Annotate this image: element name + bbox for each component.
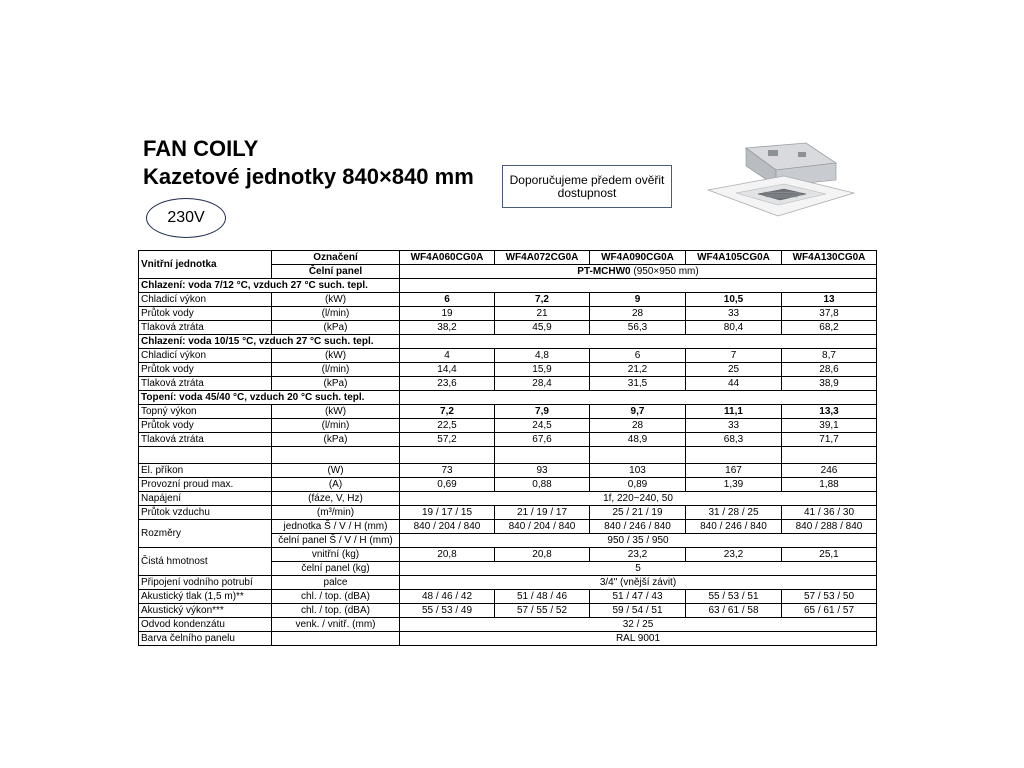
row-unit: venk. / vnitř. (mm) <box>272 618 400 632</box>
cell-value: 44 <box>686 377 782 391</box>
label-oznaceni: Označení <box>272 251 400 265</box>
row-unit: (kPa) <box>272 433 400 447</box>
cell-value: 45,9 <box>495 321 590 335</box>
table-row <box>139 251 877 265</box>
cell-value: 25 <box>686 363 782 377</box>
cell-value: 73 <box>400 464 495 478</box>
model-header: WF4A072CG0A <box>495 251 590 265</box>
cell-value: 51 / 47 / 43 <box>590 590 686 604</box>
table-row <box>139 419 877 433</box>
table-row <box>139 548 877 562</box>
row-name: Odvod kondenzátu <box>139 618 272 632</box>
page-title: FAN COILY <box>143 136 259 161</box>
row-unit: chl. / top. (dBA) <box>272 604 400 618</box>
cassette-unit-image <box>706 138 856 228</box>
voltage-badge: 230V <box>146 198 226 238</box>
cell-value: 1,88 <box>782 478 877 492</box>
row-unit: (l/min) <box>272 307 400 321</box>
cell-value: 4 <box>400 349 495 363</box>
cell-value: 21 <box>495 307 590 321</box>
table-row <box>139 464 877 478</box>
row-name: El. příkon <box>139 464 272 478</box>
row-unit: (kPa) <box>272 377 400 391</box>
cell-value: 13,3 <box>782 405 877 419</box>
cell-value: 0,88 <box>495 478 590 492</box>
cell-value: 23,2 <box>686 548 782 562</box>
cell-value: 28,6 <box>782 363 877 377</box>
cell-value: 24,5 <box>495 419 590 433</box>
table-row <box>139 405 877 419</box>
cell-value: 0,69 <box>400 478 495 492</box>
cell-value: 68,3 <box>686 433 782 447</box>
row-unit: (kW) <box>272 405 400 419</box>
row-unit: (l/min) <box>272 419 400 433</box>
cell-value: 7,9 <box>495 405 590 419</box>
cell-value: 41 / 36 / 30 <box>782 506 877 520</box>
table-row <box>139 349 877 363</box>
row-name: Topný výkon <box>139 405 272 419</box>
table-row <box>139 377 877 391</box>
row-unit <box>272 632 400 646</box>
cell-value: 950 / 35 / 950 <box>400 534 877 548</box>
cell-value: 103 <box>590 464 686 478</box>
row-unit: jednotka Š / V / H (mm) <box>272 520 400 534</box>
cell-value: 1f, 220~240, 50 <box>400 492 877 506</box>
cell-value: 23,2 <box>590 548 686 562</box>
row-unit: (kW) <box>272 293 400 307</box>
row-name: Chladicí výkon <box>139 293 272 307</box>
cell-value: 28 <box>590 419 686 433</box>
cell-value: 21 / 19 / 17 <box>495 506 590 520</box>
row-unit: čelní panel (kg) <box>272 562 400 576</box>
table-row <box>139 506 877 520</box>
cell-value: 57 / 53 / 50 <box>782 590 877 604</box>
cell-value: 93 <box>495 464 590 478</box>
cell-value: 11,1 <box>686 405 782 419</box>
row-name: Chladicí výkon <box>139 349 272 363</box>
panel-size: (950×950 mm) <box>630 265 699 277</box>
cell-value: 55 / 53 / 51 <box>686 590 782 604</box>
section-title: Topení: voda 45/40 °C, vzduch 20 °C such. tepl. <box>139 391 400 405</box>
cell-value: 28,4 <box>495 377 590 391</box>
cell-value: 55 / 53 / 49 <box>400 604 495 618</box>
cell-value: 5 <box>400 562 877 576</box>
cell-value: 32 / 25 <box>400 618 877 632</box>
table-row <box>139 590 877 604</box>
row-name: Tlaková ztráta <box>139 377 272 391</box>
cell-value: 33 <box>686 419 782 433</box>
row-name: Tlaková ztráta <box>139 433 272 447</box>
table-row <box>139 492 877 506</box>
cell-value: 167 <box>686 464 782 478</box>
cell-value: 7,2 <box>495 293 590 307</box>
cell-value: 6 <box>590 349 686 363</box>
cell-value: 37,8 <box>782 307 877 321</box>
row-unit: (m³/min) <box>272 506 400 520</box>
model-header: WF4A060CG0A <box>400 251 495 265</box>
cell-value: 14,4 <box>400 363 495 377</box>
page-subtitle: Kazetové jednotky 840×840 mm <box>143 164 474 189</box>
cell-value: 0,89 <box>590 478 686 492</box>
cell-value: 8,7 <box>782 349 877 363</box>
cell-value: 31 / 28 / 25 <box>686 506 782 520</box>
table-row <box>139 478 877 492</box>
cell-value: 840 / 204 / 840 <box>400 520 495 534</box>
availability-notice: Doporučujeme předem ověřit dostupnost <box>502 165 672 208</box>
cell-value: 25,1 <box>782 548 877 562</box>
cell-value: 22,5 <box>400 419 495 433</box>
spec-table <box>138 250 877 646</box>
row-unit: (l/min) <box>272 363 400 377</box>
cell-value: 3/4" (vnější závit) <box>400 576 877 590</box>
table-row <box>139 321 877 335</box>
row-unit: (kPa) <box>272 321 400 335</box>
cell-value: 68,2 <box>782 321 877 335</box>
cell-value: 59 / 54 / 51 <box>590 604 686 618</box>
cell-value: 33 <box>686 307 782 321</box>
cell-value: 7 <box>686 349 782 363</box>
label-celni-panel: Čelní panel <box>272 265 400 279</box>
row-unit: chl. / top. (dBA) <box>272 590 400 604</box>
cell-value: 19 / 17 / 15 <box>400 506 495 520</box>
cell-value: 840 / 288 / 840 <box>782 520 877 534</box>
row-unit: čelní panel Š / V / H (mm) <box>272 534 400 548</box>
cell-value: 63 / 61 / 58 <box>686 604 782 618</box>
row-name: Rozměry <box>139 520 272 548</box>
cell-value: 21,2 <box>590 363 686 377</box>
cell-value: 23,6 <box>400 377 495 391</box>
section-header-row <box>139 391 877 405</box>
cell-value: 840 / 246 / 840 <box>686 520 782 534</box>
cell-value: 10,5 <box>686 293 782 307</box>
cell-value: 13 <box>782 293 877 307</box>
cell-value: 38,9 <box>782 377 877 391</box>
table-row <box>139 307 877 321</box>
cell-value: 19 <box>400 307 495 321</box>
cell-value: 48 / 46 / 42 <box>400 590 495 604</box>
row-name: Barva čelního panelu <box>139 632 272 646</box>
cell-value: 57,2 <box>400 433 495 447</box>
cell-value: 840 / 204 / 840 <box>495 520 590 534</box>
table-row <box>139 293 877 307</box>
table-row <box>139 363 877 377</box>
section-header-row <box>139 335 877 349</box>
cell-value: 56,3 <box>590 321 686 335</box>
section-title: Chlazení: voda 7/12 °C, vzduch 27 °C such. tepl. <box>139 279 400 293</box>
cell-value: 65 / 61 / 57 <box>782 604 877 618</box>
table-row <box>139 604 877 618</box>
row-name: Tlaková ztráta <box>139 321 272 335</box>
cell-value: 1,39 <box>686 478 782 492</box>
section-title: Chlazení: voda 10/15 °C, vzduch 27 °C such. tepl. <box>139 335 400 349</box>
model-header: WF4A090CG0A <box>590 251 686 265</box>
row-name: Akustický tlak (1,5 m)** <box>139 590 272 604</box>
cell-value: 28 <box>590 307 686 321</box>
corner-label: Vnitřní jednotka <box>139 251 272 279</box>
cell-value: 71,7 <box>782 433 877 447</box>
row-name: Průtok vody <box>139 363 272 377</box>
cell-value: 9,7 <box>590 405 686 419</box>
cell-value: 15,9 <box>495 363 590 377</box>
cell-value: 51 / 48 / 46 <box>495 590 590 604</box>
cell-value: 840 / 246 / 840 <box>590 520 686 534</box>
cell-value: 38,2 <box>400 321 495 335</box>
table-row <box>139 618 877 632</box>
cell-value: 246 <box>782 464 877 478</box>
row-name: Průtok vody <box>139 307 272 321</box>
row-name: Napájení <box>139 492 272 506</box>
row-unit: (kW) <box>272 349 400 363</box>
row-unit: (W) <box>272 464 400 478</box>
row-unit: (fáze, V, Hz) <box>272 492 400 506</box>
table-row <box>139 433 877 447</box>
table-row <box>139 576 877 590</box>
cell-value: 7,2 <box>400 405 495 419</box>
row-unit: vnitřní (kg) <box>272 548 400 562</box>
row-name: Čistá hmotnost <box>139 548 272 576</box>
cell-value: 39,1 <box>782 419 877 433</box>
cell-value: 4,8 <box>495 349 590 363</box>
cell-value: 31,5 <box>590 377 686 391</box>
row-name: Průtok vody <box>139 419 272 433</box>
cell-value: 25 / 21 / 19 <box>590 506 686 520</box>
row-unit: (A) <box>272 478 400 492</box>
panel-model: PT-MCHW0 <box>577 265 631 277</box>
spacer-row <box>139 447 877 464</box>
cell-value: 80,4 <box>686 321 782 335</box>
table-row <box>139 632 877 646</box>
model-header: WF4A105CG0A <box>686 251 782 265</box>
table-row <box>139 520 877 534</box>
row-unit: palce <box>272 576 400 590</box>
section-header-row <box>139 279 877 293</box>
row-name: Provozní proud max. <box>139 478 272 492</box>
row-name: Průtok vzduchu <box>139 506 272 520</box>
cell-value: 20,8 <box>400 548 495 562</box>
cell-value: 20,8 <box>495 548 590 562</box>
cell-value: RAL 9001 <box>400 632 877 646</box>
cell-value: 48,9 <box>590 433 686 447</box>
cell-value: 6 <box>400 293 495 307</box>
cell-value: 57 / 55 / 52 <box>495 604 590 618</box>
cell-value: 9 <box>590 293 686 307</box>
row-name: Připojení vodního potrubí <box>139 576 272 590</box>
panel-model-cell <box>400 265 877 279</box>
model-header: WF4A130CG0A <box>782 251 877 265</box>
cell-value: 67,6 <box>495 433 590 447</box>
row-name: Akustický výkon*** <box>139 604 272 618</box>
